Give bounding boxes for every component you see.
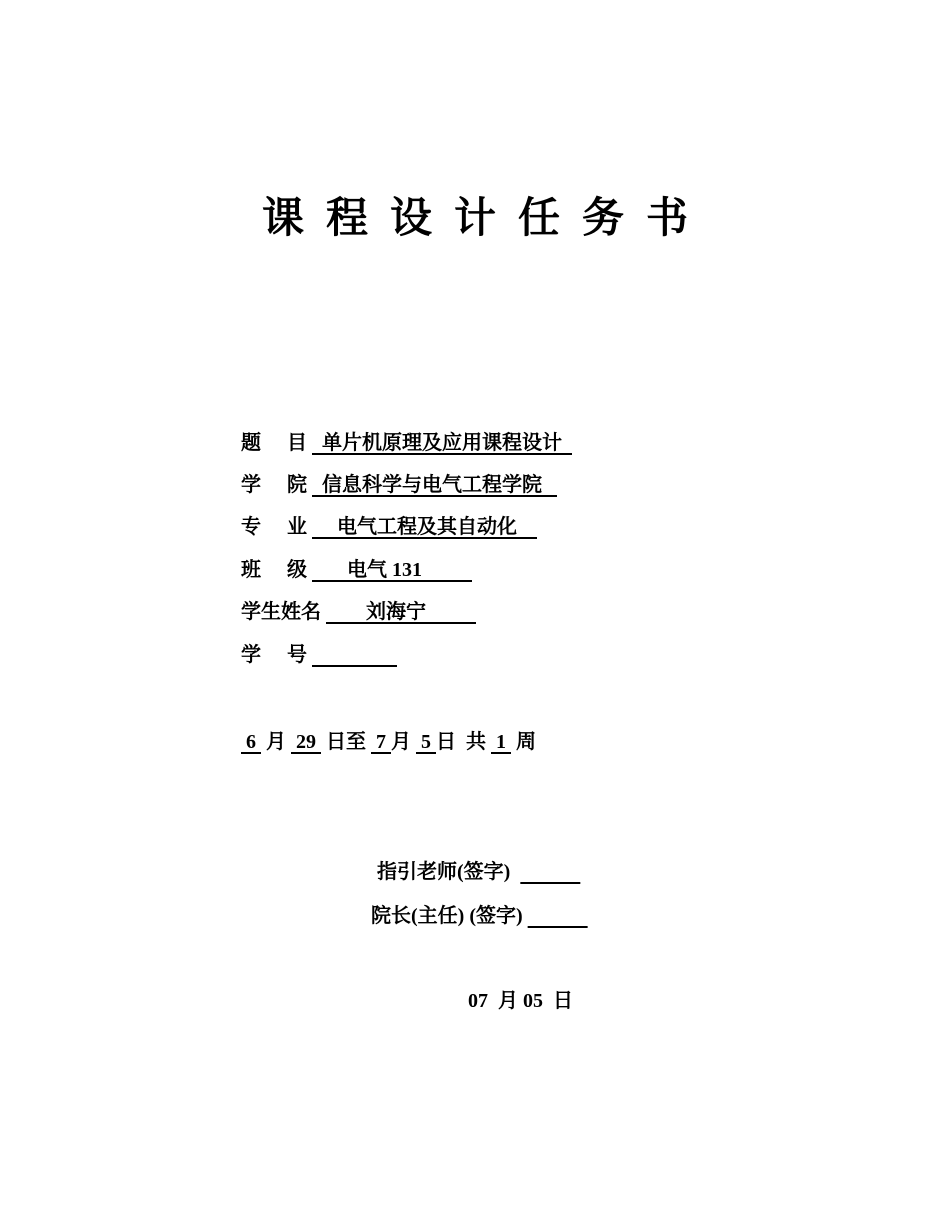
end-day: 5 <box>416 731 436 753</box>
dean-blank <box>528 905 588 927</box>
field-student-name-label: 学生姓名 <box>241 601 321 623</box>
document-title: 课程设计任务书 <box>261 196 710 242</box>
dean-label: 院长(主任) (签字) <box>371 905 523 927</box>
field-student-id <box>241 640 397 670</box>
field-major-label: 专 业 <box>241 516 307 538</box>
day-to: 日至 <box>326 731 366 753</box>
field-topic-label: 题 目 <box>241 432 307 454</box>
advisor-signature <box>377 857 580 887</box>
field-major <box>241 512 537 542</box>
field-college <box>241 470 557 500</box>
week-word: 周 <box>516 731 536 753</box>
month-word: 月 <box>266 731 286 753</box>
final-date: 07 月 05 日 <box>468 990 573 1012</box>
field-college-label: 学 院 <box>241 474 307 496</box>
advisor-label: 指引老师(签字) <box>377 861 511 883</box>
start-month: 6 <box>241 731 261 753</box>
start-day: 29 <box>291 731 321 753</box>
weeks: 1 <box>491 731 511 753</box>
field-college-value: 信息科学与电气工程学院 <box>312 474 557 496</box>
day-word: 日 共 <box>436 731 486 753</box>
field-class-label: 班 级 <box>241 559 307 581</box>
end-month: 7 <box>371 731 391 753</box>
field-student-id-value <box>312 640 397 670</box>
field-topic-value: 单片机原理及应用课程设计 <box>312 432 572 454</box>
field-class-value: 电气 131 <box>312 559 472 581</box>
field-student-name-value: 刘海宁 <box>326 601 476 623</box>
field-major-value: 电气工程及其自动化 <box>312 516 537 538</box>
field-student-name <box>241 597 476 627</box>
end-month-word: 月 <box>391 731 411 753</box>
dean-signature <box>371 901 588 931</box>
advisor-blank <box>520 861 580 883</box>
schedule-line <box>241 727 536 757</box>
field-class <box>241 555 472 585</box>
field-student-id-label: 学 号 <box>241 644 307 666</box>
field-topic <box>241 428 572 458</box>
